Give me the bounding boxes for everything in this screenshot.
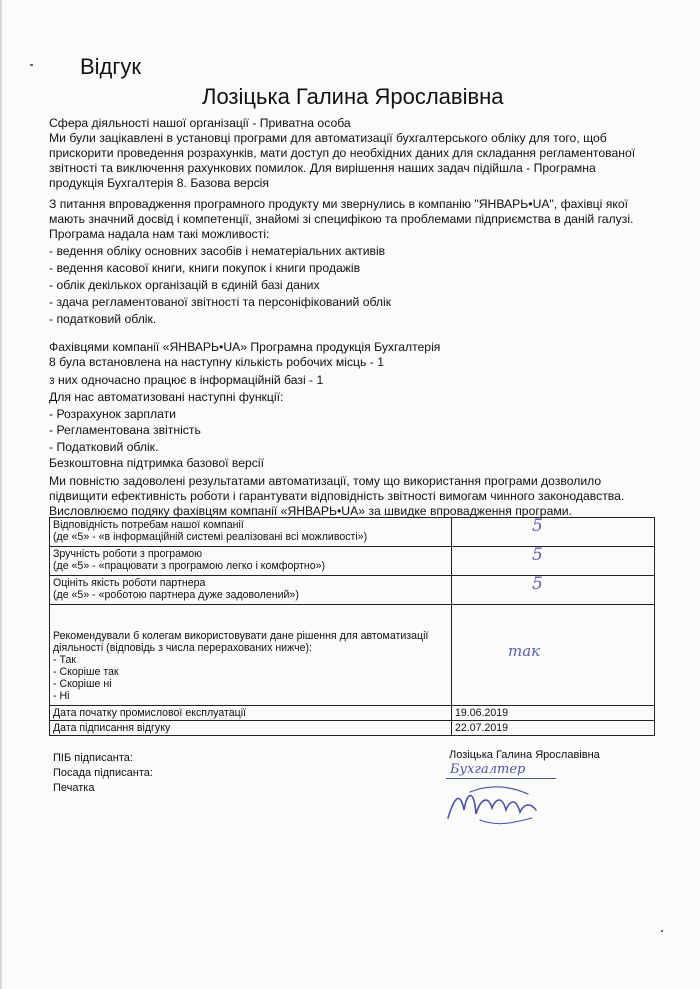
- stamp-label: Печатка: [53, 782, 95, 794]
- document-title: Відгук: [80, 54, 142, 79]
- conclusion-line: Висловлюємо подяку фахівцям компанії «ЯНВАРЬ•UA» за швидке впровадження програми.: [49, 504, 572, 518]
- handwritten-signature: [440, 780, 550, 830]
- sign-date-label: Дата підписання відгуку: [50, 721, 452, 736]
- recommend-option: - Ні: [53, 690, 70, 702]
- intro-paragraph-line: Ми були зацікавлені в установці програми для автоматизації бухгалтерського обліку для того, щоб: [49, 131, 607, 145]
- function-item: - Регламентована звітність: [49, 423, 201, 437]
- start-date-label: Дата початку промислової експлуатації: [50, 706, 452, 721]
- feature-item: - ведення обліку основних засобів і нематеріальних активів: [49, 244, 386, 258]
- table-row: [50, 721, 655, 736]
- implementation-paragraph-line: мають значний досвід і компетенції, знайомі зі специфікою та проблемами підприємства в даній галузі.: [49, 212, 634, 226]
- reviewer-name: Лозіцька Галина Ярославівна: [202, 84, 504, 109]
- install-line: Фахівцями компанії «ЯНВАРЬ•UA» Програмна продукція Бухгалтерія: [49, 340, 441, 354]
- recommend-option: - Так: [53, 654, 76, 666]
- rating-question: [50, 518, 452, 547]
- implementation-paragraph-line: Програма надала нам такі можливості:: [49, 227, 270, 241]
- signer-position-label: Посада підписанта:: [53, 767, 153, 779]
- signer-name-label: ПІБ підписанта:: [53, 752, 133, 764]
- table-row: [50, 706, 655, 721]
- rating-score: 5: [532, 516, 543, 536]
- feature-item: - здача регламентованої звітності та персоніфікований облік: [49, 295, 392, 309]
- table-row: [50, 547, 655, 576]
- implementation-paragraph-line: З питання впровадження програмного продукту ми звернулись в компанію "ЯНВАРЬ•UA", фахівці якої: [49, 197, 628, 211]
- question-title: Зручність роботи з програмою: [53, 548, 203, 560]
- function-item: - Розрахунок зарплати: [49, 407, 176, 421]
- install-line: 8 була встановлена на наступну кількість робочих місць - 1: [49, 355, 384, 369]
- conclusion-line: Ми повністю задоволені результатами автоматизації, тому що використання програми дозволило: [49, 474, 602, 488]
- start-date-value: 19.06.2019: [452, 706, 655, 721]
- table-row: [50, 605, 655, 706]
- question-hint: діяльності (відповідь з числа перерахованих нижче):: [53, 642, 312, 654]
- signer-position-value: Бухгалтер: [450, 762, 526, 777]
- intro-paragraph-line: звітності та виключення рахункових помилок. Для вирішення наших задач підійшла - Програмна: [49, 161, 596, 175]
- question-title: Оцініть якість роботи партнера: [53, 577, 206, 589]
- recommend-answer: так: [508, 642, 541, 660]
- rating-answer-cell: [452, 576, 655, 605]
- question-hint: (де «5» - «працювати з програмою легко і комфортно»): [53, 560, 326, 572]
- table-row: [50, 576, 655, 605]
- rating-question: [50, 576, 452, 605]
- scan-speck: [661, 930, 663, 932]
- sign-date-value: 22.07.2019: [452, 721, 655, 736]
- scan-edge: [0, 0, 2, 989]
- feature-item: - податковий облік.: [49, 312, 157, 326]
- question-hint: (де «5» - «роботою партнера дуже задоволений»): [53, 589, 299, 601]
- feature-item: - облік декількох організацій в єдиній базі даних: [49, 278, 320, 292]
- support-note: Безкоштовна підтримка базової версії: [49, 456, 264, 470]
- scan-speck: [30, 64, 33, 66]
- rating-score: 5: [532, 574, 543, 594]
- install-line: з них одночасно працює в інформаційній базі - 1: [49, 373, 324, 387]
- rating-answer-cell: [452, 518, 655, 547]
- question-title: Відповідність потребам нашої компанії: [53, 519, 244, 531]
- intro-paragraph-line: прискорити проведення розрахунків, мати доступ до необхідних даних для складання регламентованої: [49, 146, 636, 160]
- signer-name-value: Лозіцька Галина Ярославівна: [449, 749, 600, 761]
- feature-item: - ведення касової книги, книги покупок і книги продажів: [49, 261, 361, 275]
- recommend-option: - Скоріше ні: [53, 678, 112, 690]
- function-item: - Податковий облік.: [49, 440, 159, 454]
- conclusion-line: підвищити ефективність роботи і гарантувати відповідність звітності вимогам чинного законодавства.: [49, 489, 625, 503]
- rating-question: [50, 547, 452, 576]
- recommend-question: [50, 605, 452, 706]
- table-row: [50, 518, 655, 547]
- install-line: Для нас автоматизовані наступні функції:: [49, 390, 284, 404]
- rating-score: 5: [532, 545, 543, 565]
- organization-sphere: Сфера діяльності нашої організації - Приватна особа: [49, 116, 351, 130]
- position-underline: [446, 778, 556, 779]
- question-title: Рекомендували б колегам використовувати дане рішення для автоматизації: [53, 630, 429, 642]
- recommend-option: - Скоріше так: [53, 666, 119, 678]
- intro-paragraph-line: продукція Бухгалтерія 8. Базова версія: [49, 176, 269, 190]
- rating-answer-cell: [452, 547, 655, 576]
- rating-table: [49, 517, 655, 736]
- recommend-answer-cell: [452, 605, 655, 706]
- question-hint: (де «5» - «в інформаційній системі реалізовані всі можливості»): [53, 531, 368, 543]
